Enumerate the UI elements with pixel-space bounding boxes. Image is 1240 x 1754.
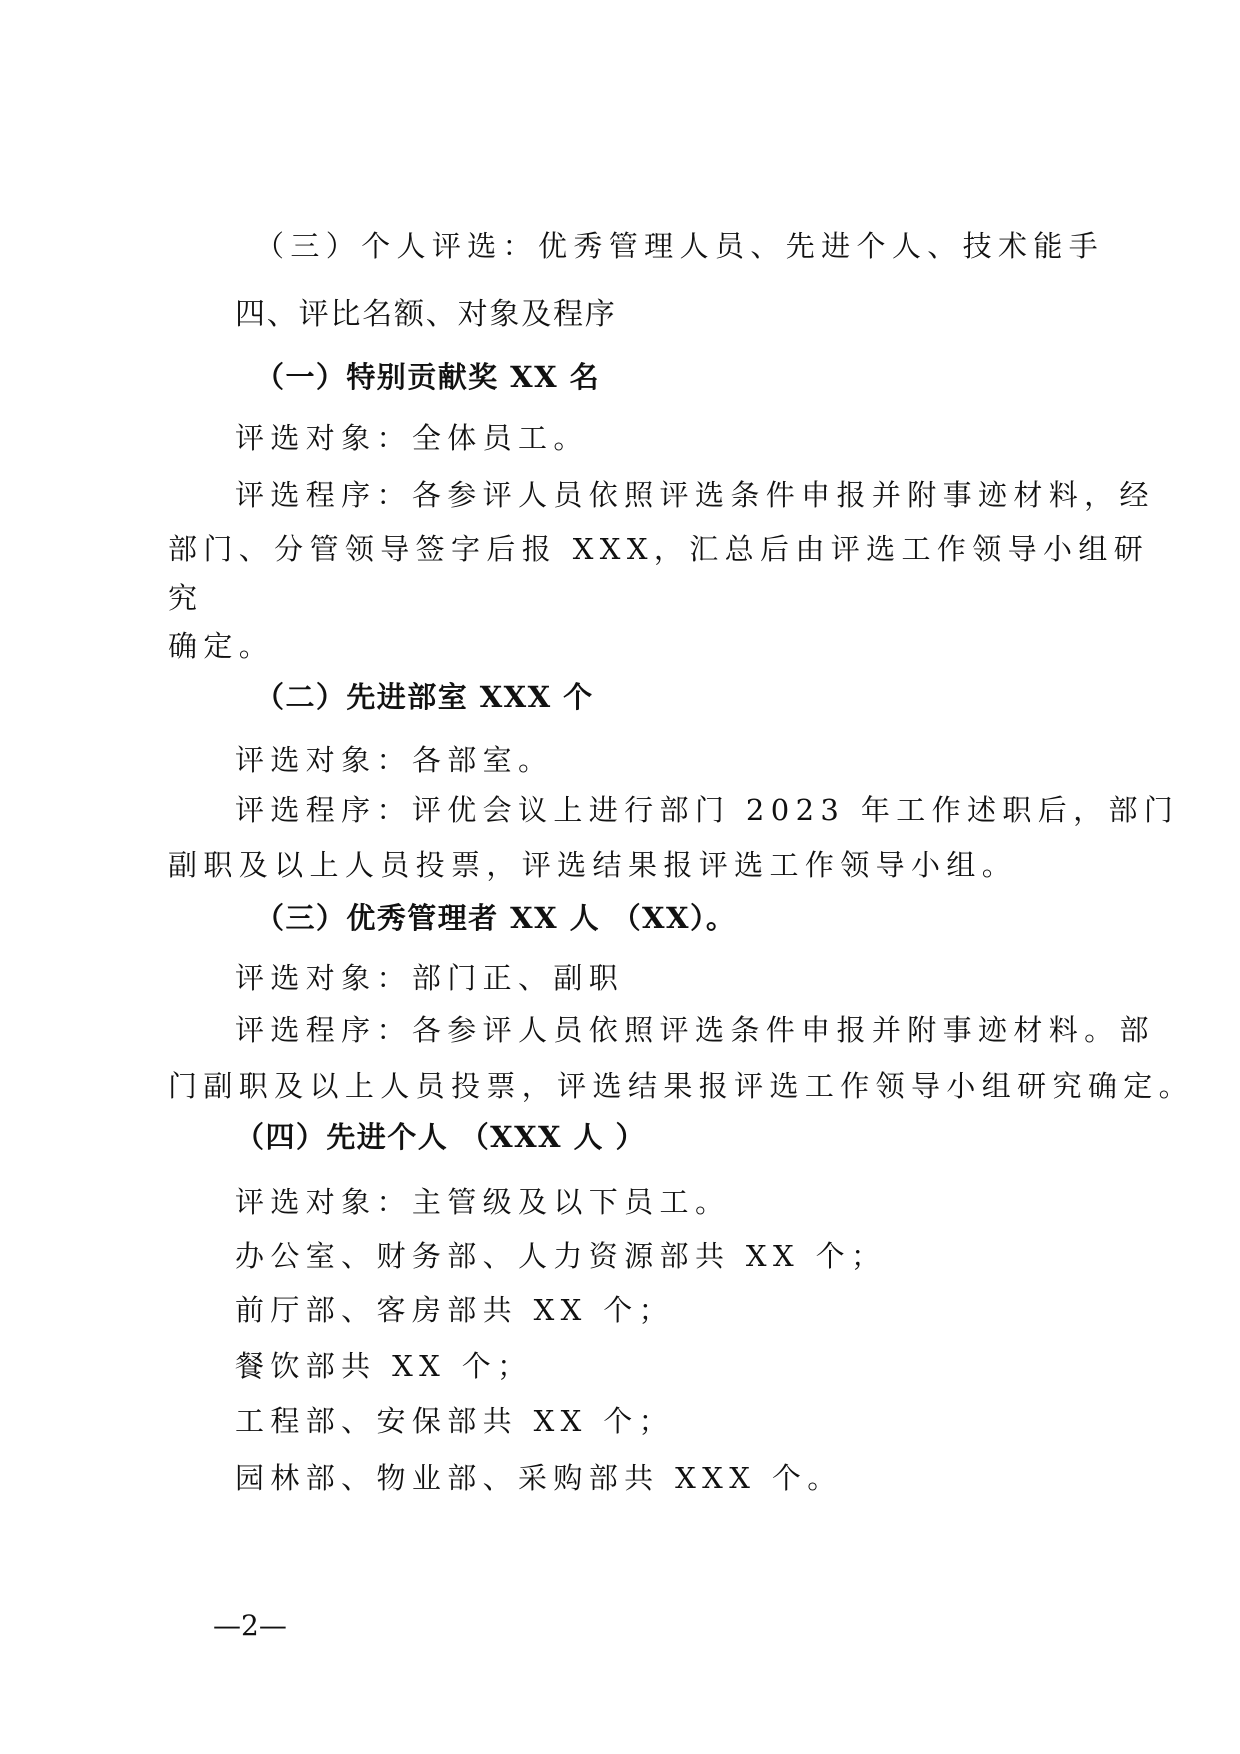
list-item-food-beverage: 餐饮部共 XX 个； — [235, 1349, 533, 1383]
paragraph-target-supervisors: 评选对象：主管级及以下员工。 — [235, 1185, 731, 1219]
subheading-advanced-individual: （四）先进个人 （XXX 人 ） — [235, 1120, 646, 1154]
list-item-engineering-security: 工程部、安保部共 XX 个； — [235, 1404, 675, 1438]
page-number: —2— — [213, 1609, 287, 1642]
list-item-garden-property-purchasing: 园林部、物业部、采购部共 XXX 个。 — [235, 1461, 843, 1495]
section-heading-quota-targets-procedure: 四、评比名额、对象及程序 — [235, 297, 617, 332]
item-individual-awards: （三）个人评选：优秀管理人员、先进个人、技术能手 — [255, 229, 1105, 263]
paragraph-manager-procedure-line-2: 门副职及以上人员投票，评选结果报评选工作领导小组研究确定。 — [168, 1069, 1195, 1103]
paragraph-procedure-line-4: 确定。 — [168, 629, 275, 663]
paragraph-procedure-line-1: 评选程序：各参评人员依照评选条件申报并附事迹材料，经 — [235, 478, 1155, 512]
paragraph-target-dept-heads: 评选对象：部门正、副职 — [235, 961, 625, 995]
paragraph-dept-procedure-line-1: 评选程序：评优会议上进行部门 2023 年工作述职后，部门 — [235, 793, 1180, 827]
subheading-special-contribution: （一）特别贡献奖 XX 名 — [255, 360, 601, 394]
subheading-excellent-manager: （三）优秀管理者 XX 人 （XX）。 — [255, 901, 737, 935]
list-item-frontdesk-housekeeping: 前厅部、客房部共 XX 个； — [235, 1293, 675, 1327]
paragraph-manager-procedure-line-1: 评选程序：各参评人员依照评选条件申报并附事迹材料。部 — [235, 1013, 1155, 1047]
paragraph-target-departments: 评选对象：各部室。 — [235, 743, 554, 777]
subheading-advanced-department: （二）先进部室 XXX 个 — [255, 680, 594, 714]
paragraph-target-all-staff: 评选对象：全体员工。 — [235, 421, 589, 455]
paragraph-dept-procedure-line-2: 副职及以上人员投票，评选结果报评选工作领导小组。 — [168, 848, 1018, 882]
paragraph-procedure-line-3: 究 — [168, 581, 204, 615]
paragraph-procedure-line-2: 部门、分管领导签字后报 XXX，汇总后由评选工作领导小组研 — [168, 532, 1150, 566]
list-item-admin-finance-hr: 办公室、财务部、人力资源部共 XX 个； — [235, 1239, 887, 1273]
